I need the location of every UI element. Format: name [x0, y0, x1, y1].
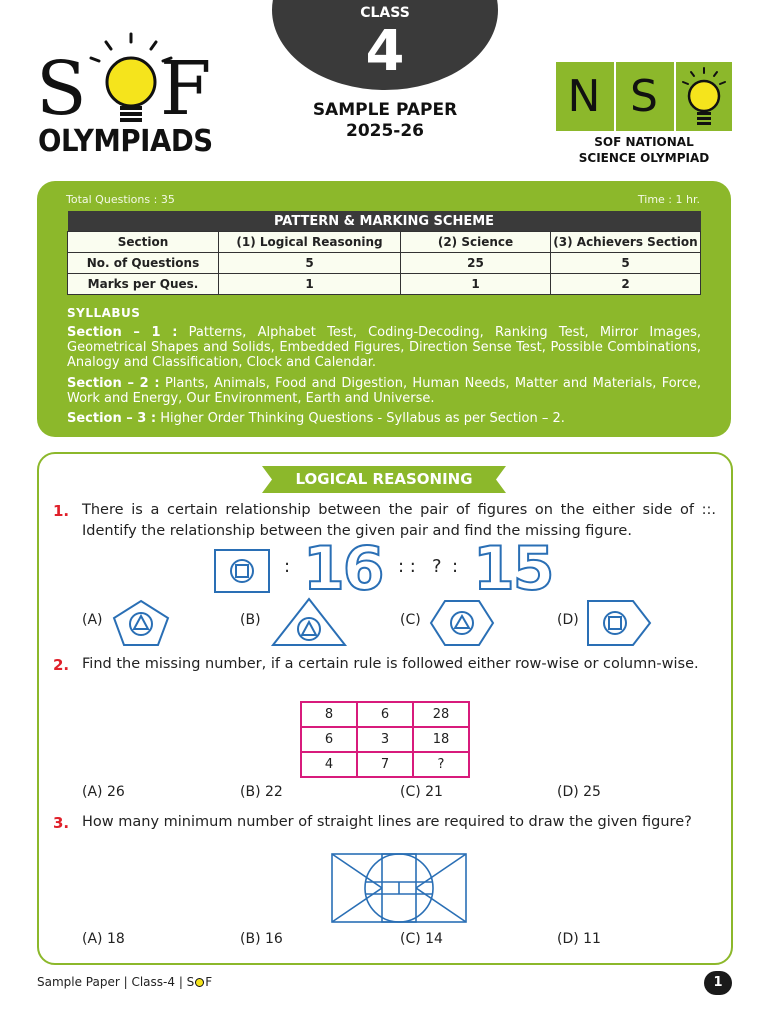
grid-cell: 6: [357, 702, 413, 727]
total-questions: Total Questions : 35: [66, 193, 175, 206]
sample-paper-title: [272, 100, 498, 142]
number-grid: [300, 701, 470, 778]
option-c[interactable]: (C) 14: [400, 931, 443, 947]
footer-mini-bulb-icon: [195, 978, 204, 987]
nso-caption-line2: SCIENCE OLYMPIAD: [578, 151, 710, 165]
table-row: [301, 752, 469, 777]
syllabus-section-2: [67, 376, 701, 406]
option-d[interactable]: (D) 25: [557, 784, 601, 800]
table-header-row: [68, 232, 701, 253]
table-cell: 5: [219, 253, 401, 274]
footer-label: Sample Paper | Class-4 | S: [37, 975, 195, 989]
syllabus-title: SYLLABUS: [67, 306, 141, 320]
grid-cell: 28: [413, 702, 469, 727]
line-count-figure: [330, 852, 468, 924]
nso-logo: [556, 62, 732, 131]
marking-scheme-table: [67, 211, 701, 295]
option-a[interactable]: (A): [82, 612, 103, 628]
grid-cell: 6: [301, 727, 357, 752]
row-label: No. of Questions: [68, 253, 219, 274]
question-text: There is a certain relationship between the pair of figures on the either side of ::. Identify the relationship between the given pair and find the missing figure.: [82, 502, 716, 539]
grid-cell: 7: [357, 752, 413, 777]
option-a[interactable]: (A) 18: [82, 931, 125, 947]
nso-bulb-icon: [676, 62, 732, 131]
page-number: 1: [704, 971, 732, 995]
sample-paper-year: 2025-26: [345, 121, 425, 141]
hexagon-triangle-figure: [428, 598, 496, 648]
syllabus-section-label: Section – 3 :: [67, 411, 157, 426]
question-number: 2.: [53, 656, 70, 674]
nso-letter-n: N: [567, 71, 601, 122]
question-text: How many minimum number of straight lines are required to draw the given figure?: [82, 814, 692, 830]
sof-logo-s: S: [36, 46, 89, 132]
option-b[interactable]: (B): [240, 612, 261, 628]
number-figure-left: 16: [303, 534, 383, 604]
column-header: (3) Achievers Section: [551, 232, 701, 253]
column-header: Section: [68, 232, 219, 253]
class-label: CLASS: [360, 5, 410, 21]
scheme-title: PATTERN & MARKING SCHEME: [68, 211, 701, 232]
nso-caption: [556, 134, 732, 166]
arrow-square-figure: [585, 598, 653, 648]
option-c[interactable]: (C) 21: [400, 784, 443, 800]
table-cell: 5: [551, 253, 701, 274]
syllabus-section-3: [67, 411, 701, 426]
option-d[interactable]: (D): [557, 612, 579, 628]
syllabus-section-label: Section – 1 :: [67, 325, 178, 340]
ratio-double-separator: : :: [398, 556, 416, 577]
nso-letter-s: S: [630, 71, 658, 122]
triangle-triangle-figure: [270, 596, 348, 648]
row-label: Marks per Ques.: [68, 274, 219, 295]
table-row: [68, 253, 701, 274]
question-number: 3.: [53, 814, 70, 832]
class-number: 4: [365, 19, 405, 84]
table-cell: 1: [401, 274, 551, 295]
column-header: (1) Logical Reasoning: [219, 232, 401, 253]
grid-cell: 4: [301, 752, 357, 777]
pentagon-triangle-figure: [110, 598, 172, 648]
grid-cell: 18: [413, 727, 469, 752]
sof-logo-f: F: [160, 46, 214, 132]
option-a[interactable]: (A) 26: [82, 784, 125, 800]
footer-text: [37, 975, 212, 989]
sample-paper-line1: SAMPLE PAPER: [312, 100, 458, 120]
ratio-separator: :: [284, 556, 291, 577]
table-cell: 1: [219, 274, 401, 295]
grid-cell: 8: [301, 702, 357, 727]
syllabus-section-1: [67, 325, 701, 370]
syllabus-section-text: Patterns, Alphabet Test, Coding-Decoding, Ranking Test, Mirror Images, Geometrical Shapes and Solids, Embedded Figures, Direction Sense Test, Possible Combinations, Analogy and Classification, Clock and Calendar.: [67, 325, 701, 370]
exam-time: Time : 1 hr.: [637, 193, 700, 206]
option-b[interactable]: (B) 22: [240, 784, 283, 800]
syllabus-section-text: Higher Order Thinking Questions - Syllabus as per Section – 2.: [156, 411, 565, 426]
question-text: Find the missing number, if a certain rule is followed either row-wise or column-wise.: [82, 656, 699, 672]
grid-cell: ?: [413, 752, 469, 777]
square-in-square-figure: [213, 548, 271, 594]
option-d[interactable]: (D) 11: [557, 931, 601, 947]
syllabus-section-label: Section – 2 :: [67, 376, 160, 391]
column-header: (2) Science: [401, 232, 551, 253]
ratio-separator: :: [452, 556, 459, 577]
option-b[interactable]: (B) 16: [240, 931, 283, 947]
table-row: [68, 274, 701, 295]
syllabus-section-text: Plants, Animals, Food and Digestion, Human Needs, Matter and Materials, Force, Work and Energy, Our Environment, Earth and Universe.: [67, 376, 701, 406]
number-figure-right: 15: [473, 534, 553, 604]
missing-figure-mark: ?: [432, 556, 442, 577]
section-banner: LOGICAL REASONING: [295, 470, 473, 488]
nso-caption-line1: SOF NATIONAL: [594, 135, 694, 149]
table-cell: 25: [401, 253, 551, 274]
sof-logo-word: OLYMPIADS: [38, 124, 213, 159]
grid-cell: 3: [357, 727, 413, 752]
table-row: [301, 727, 469, 752]
footer-label-end: F: [205, 975, 213, 989]
table-row: [301, 702, 469, 727]
option-c[interactable]: (C): [400, 612, 421, 628]
table-cell: 2: [551, 274, 701, 295]
question-number: 1.: [53, 502, 70, 520]
